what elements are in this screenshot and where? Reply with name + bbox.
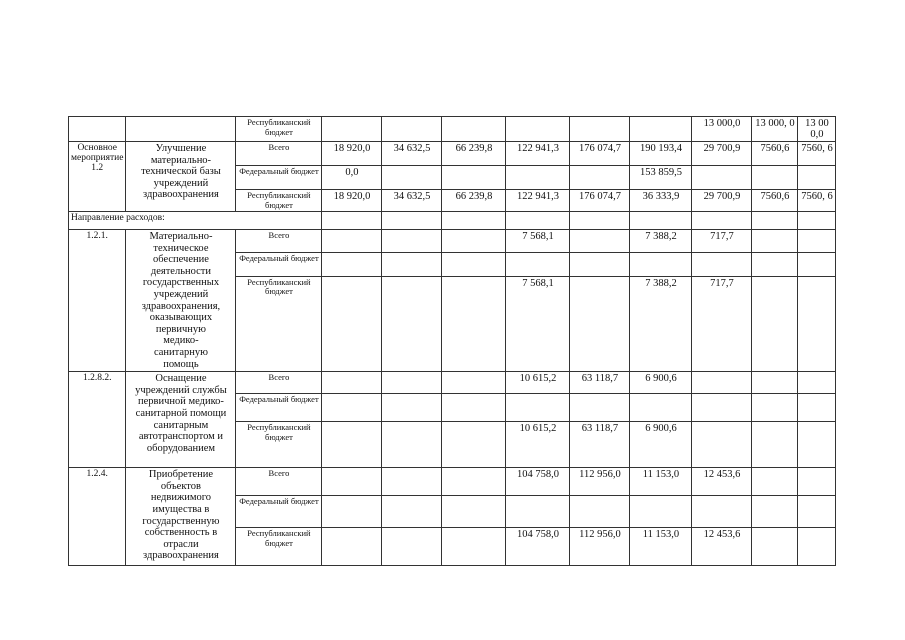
source-cell: Всего xyxy=(236,230,322,253)
item-code: 1.2.8.2. xyxy=(69,372,126,468)
source-cell: Федеральный бюджет xyxy=(236,394,322,422)
table-row: Республиканский бюджет 104 758,0 112 956,0 11 153,0 12 453,6 xyxy=(69,528,836,566)
table-row: 1.2.4. Приобретение объектов недвижимого имущества в государственную собственность в отрасли здравоохранения Всего 104 758,0 112 956,0 11 153,0 12 453,6 xyxy=(69,468,836,496)
source-cell: Федеральный бюджет xyxy=(236,166,322,190)
value-cell: 13 00 0,0 xyxy=(798,117,836,142)
source-cell: Федеральный бюджет xyxy=(236,496,322,528)
source-cell: Республиканский бюджет xyxy=(236,190,322,212)
source-cell: Республиканский бюджет xyxy=(236,528,322,566)
source-cell: Республиканский бюджет xyxy=(236,422,322,468)
table-row: Республиканский бюджет 10 615,2 63 118,7 6 900,6 xyxy=(69,422,836,468)
activity-name: Улучшение материально-технической базы учреждений здравоохранения xyxy=(126,142,236,212)
source-cell: Всего xyxy=(236,372,322,394)
source-cell: Федеральный бюджет xyxy=(236,253,322,276)
table-row: Основное мероприятие 1.2 Улучшение материально-технической базы учреждений здравоохранения Всего 18 920,0 34 632,5 66 239,8 122 941,3 176 074,7 190 193,4 29 700,9 7560,6 7560, 6 xyxy=(69,142,836,166)
source-cell: Республиканский бюджет xyxy=(236,117,322,142)
table-row xyxy=(69,117,836,142)
table-row: Федеральный бюджет 0,0 153 859,5 xyxy=(69,166,836,190)
item-name: Приобретение объектов недвижимого имущества в государственную собственность в отрасли здравоохранения xyxy=(126,468,236,566)
table-row: 1.2.1. Материально-техническое обеспечение деятельности государственных учреждений здравоохранения, оказывающих первичную медико-санитарную помощь Всего 7 568,1 7 388,2 717,7 xyxy=(69,230,836,253)
activity-code: Основное мероприятие 1.2 xyxy=(69,142,126,212)
item-name: Материально-техническое обеспечение деятельности государственных учреждений здравоохранения, оказывающих первичную медико-санитарную помощь xyxy=(126,230,236,372)
item-code: 1.2.4. xyxy=(69,468,126,566)
item-code: 1.2.1. xyxy=(69,230,126,372)
code-cell xyxy=(69,117,126,142)
direction-label: Направление расходов: xyxy=(69,212,322,230)
table-row: 1.2.8.2. Оснащение учреждений службы первичной медико-санитарной помощи санитарным автотранспортом и оборудованием Всего 10 615,2 63 118,7 6 900,6 xyxy=(69,372,836,394)
table-row: Республиканский бюджет 7 568,1 7 388,2 717,7 xyxy=(69,276,836,371)
value-cell: 13 000, 0 xyxy=(752,117,798,142)
table-row: Республиканский бюджет 18 920,0 34 632,5 66 239,8 122 941,3 176 074,7 36 333,9 29 700,9 7560,6 7560, 6 xyxy=(69,190,836,212)
name-cell xyxy=(126,117,236,142)
budget-table xyxy=(68,116,836,566)
source-cell: Всего xyxy=(236,468,322,496)
value-cell: 13 000,0 xyxy=(692,117,752,142)
table-row xyxy=(69,212,836,230)
source-cell: Республиканский бюджет xyxy=(236,276,322,371)
item-name: Оснащение учреждений службы первичной медико-санитарной помощи санитарным автотранспортом и оборудованием xyxy=(126,372,236,468)
source-cell: Всего xyxy=(236,142,322,166)
